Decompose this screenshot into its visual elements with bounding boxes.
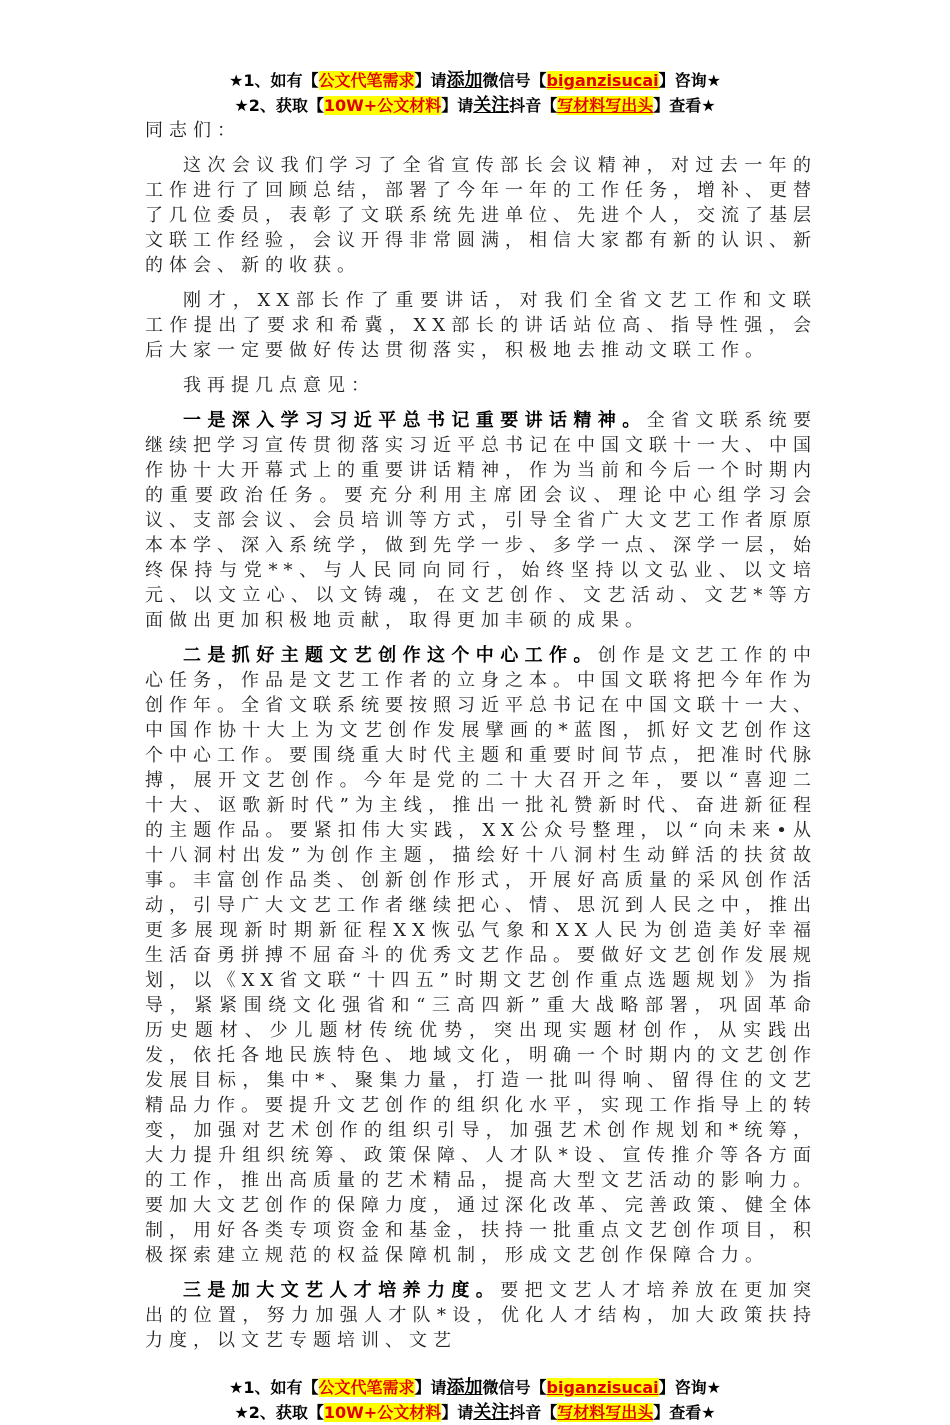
text: 】咨询★ — [658, 1378, 721, 1397]
promo-line-2 — [0, 1400, 950, 1425]
text: 】查看★ — [653, 1403, 716, 1422]
highlight: 10W+公文材料 — [323, 1403, 442, 1422]
text: 】请 — [441, 96, 474, 115]
document-body — [145, 118, 817, 1353]
text: 】请 — [441, 1403, 474, 1422]
paragraph — [145, 1278, 817, 1353]
wechat-id-link[interactable]: biganzisucai — [546, 1378, 659, 1397]
paragraph-text: 全省文联系统要继续把学习宣传贯彻落实习近平总书记在中国文联十一大、中国作协十大开幕式上的重要讲话精神，作为当前和今后一个时期内的重要政治任务。要充分利用主席团会议、理论中心组学习会议、支部会议、会员培训等方式，引导全省广大文艺工作者原原本本学、深入系统学，做到先学一步、多学一点、深学一层，始终保持与党**、与人民同向同行，始终坚持以文弘业、以文培元、以文立心、以文铸魂，在文艺创作、文艺活动、文艺*等方面做出更加积极地贡献，取得更加丰硕的成果。 — [145, 410, 818, 631]
text: 】咨询★ — [658, 71, 721, 90]
paragraph-heading: 一是深入学习习近平总书记重要讲话精神。 — [183, 410, 647, 431]
paragraph — [145, 153, 817, 278]
salutation: 同志们： — [145, 120, 241, 141]
underlined-text: 关注 — [473, 1402, 510, 1423]
text: ★1、如有【 — [229, 71, 319, 90]
paragraph-heading: 二是抓好主题文艺创作这个中心工作。 — [183, 645, 598, 666]
text: 】查看★ — [653, 96, 716, 115]
text: 】请 — [414, 1378, 447, 1397]
douyin-account-link[interactable]: 写材料写出头 — [557, 1403, 654, 1422]
text: 抖音【 — [509, 96, 558, 115]
paragraph — [145, 408, 817, 633]
text: ★2、获取【 — [234, 96, 324, 115]
highlight: 10W+公文材料 — [323, 96, 442, 115]
wechat-id-link[interactable]: biganzisucai — [546, 71, 659, 90]
paragraph — [145, 373, 817, 398]
douyin-account-link[interactable]: 写材料写出头 — [557, 96, 654, 115]
paragraph-text: 我再提几点意见： — [183, 375, 375, 396]
paragraph-heading: 三是加大文艺人才培养力度。 — [183, 1280, 501, 1301]
text: 】请 — [414, 71, 447, 90]
highlight: 公文代笔需求 — [318, 1378, 415, 1397]
paragraph — [145, 643, 817, 1268]
highlight: 公文代笔需求 — [318, 71, 415, 90]
text: 抖音【 — [509, 1403, 558, 1422]
promo-line-2 — [0, 93, 950, 118]
promo-line-1 — [0, 68, 950, 93]
paragraph-text: 这次会议我们学习了全省宣传部长会议精神，对过去一年的工作进行了回顾总结，部署了今年一年的工作任务，增补、更替了几位委员，表彰了文联系统先进单位、先进个人，交流了基层文联工作经验，会议开得非常圆满，相信大家都有新的认识、新的体会、新的收获。 — [145, 155, 817, 276]
paragraph-text: 要把文艺人才培养放在更加突出的位置，努力加强人才队*设，优化人才结构，加大政策扶持力度，以文艺专题培训、文艺 — [145, 1280, 818, 1351]
promo-line-1 — [0, 1375, 950, 1400]
underlined-text: 关注 — [473, 95, 510, 116]
paragraph-text: 刚才，XX部长作了重要讲话，对我们全省文艺工作和文联工作提出了要求和希冀，XX部长的讲话站位高、指导性强，会后大家一定要做好传达贯彻落实，积极地去推动文联工作。 — [145, 290, 817, 361]
underlined-text: 添加 — [446, 1377, 483, 1398]
text: 微信号【 — [482, 1378, 547, 1397]
promo-banner-top — [0, 68, 950, 118]
text: 微信号【 — [482, 71, 547, 90]
underlined-text: 添加 — [446, 70, 483, 91]
paragraph-text: 创作是文艺工作的中心任务，作品是文艺工作者的立身之本。中国文联将把今年作为创作年。全省文联系统要按照习近平总书记在中国文联十一大、中国作协十大上为文艺创作发展擘画的*蓝图，抓好文艺创作这个中心工作。要围绕重大时代主题和重要时间节点，把准时代脉搏，展开文艺创作。今年是党的二十大召开之年，要以“喜迎二十大、讴歌新时代”为主线，推出一批礼赞新时代、奋进新征程的主题作品。要紧扣伟大实践，XX公众号整理，以“向未来•从十八洞村出发”为创作主题，描绘好十八洞村生动鲜活的扶贫故事。丰富创作品类、创新创作形式，开展好高质量的采风创作活动，引导广大文艺工作者继续把心、情、思沉到人民之中，推出更多展现新时期新征程XX恢弘气象和XX人民为创造美好幸福生活奋勇拼搏不屈奋斗的优秀文艺作品。要做好文艺创作发展规划，以《XX省文联“十四五”时期文艺创作重点选题规划》为指导，紧紧围绕文化强省和“三高四新”重大战略部署，巩固革命历史题材、少儿题材传统优势，突出现实题材创作，从实践出发，依托各地民族特色、地域文化，明确一个时期内的文艺创作发展目标，集中*、聚集力量，打造一批叫得响、留得住的文艺精品力作。要提升文艺创作的组织化水平，实现工作指导上的转变，加强对艺术创作的组织引导，加强艺术创作规划和*统筹，大力提升组织统筹、政策保障、人才队*设、宣传推介等各方面的工作，推出高质量的艺术精品，提高大型文艺活动的影响力。要加大文艺创作的保障力度，通过深化改革、完善政策、健全体制，用好各类专项资金和基金，扶持一批重点文艺创作项目，积极探索建立规范的权益保障机制，形成文艺创作保障合力。 — [145, 645, 818, 1266]
text: ★2、获取【 — [234, 1403, 324, 1422]
text: ★1、如有【 — [229, 1378, 319, 1397]
promo-banner-bottom — [0, 1375, 950, 1425]
paragraph — [145, 288, 817, 363]
